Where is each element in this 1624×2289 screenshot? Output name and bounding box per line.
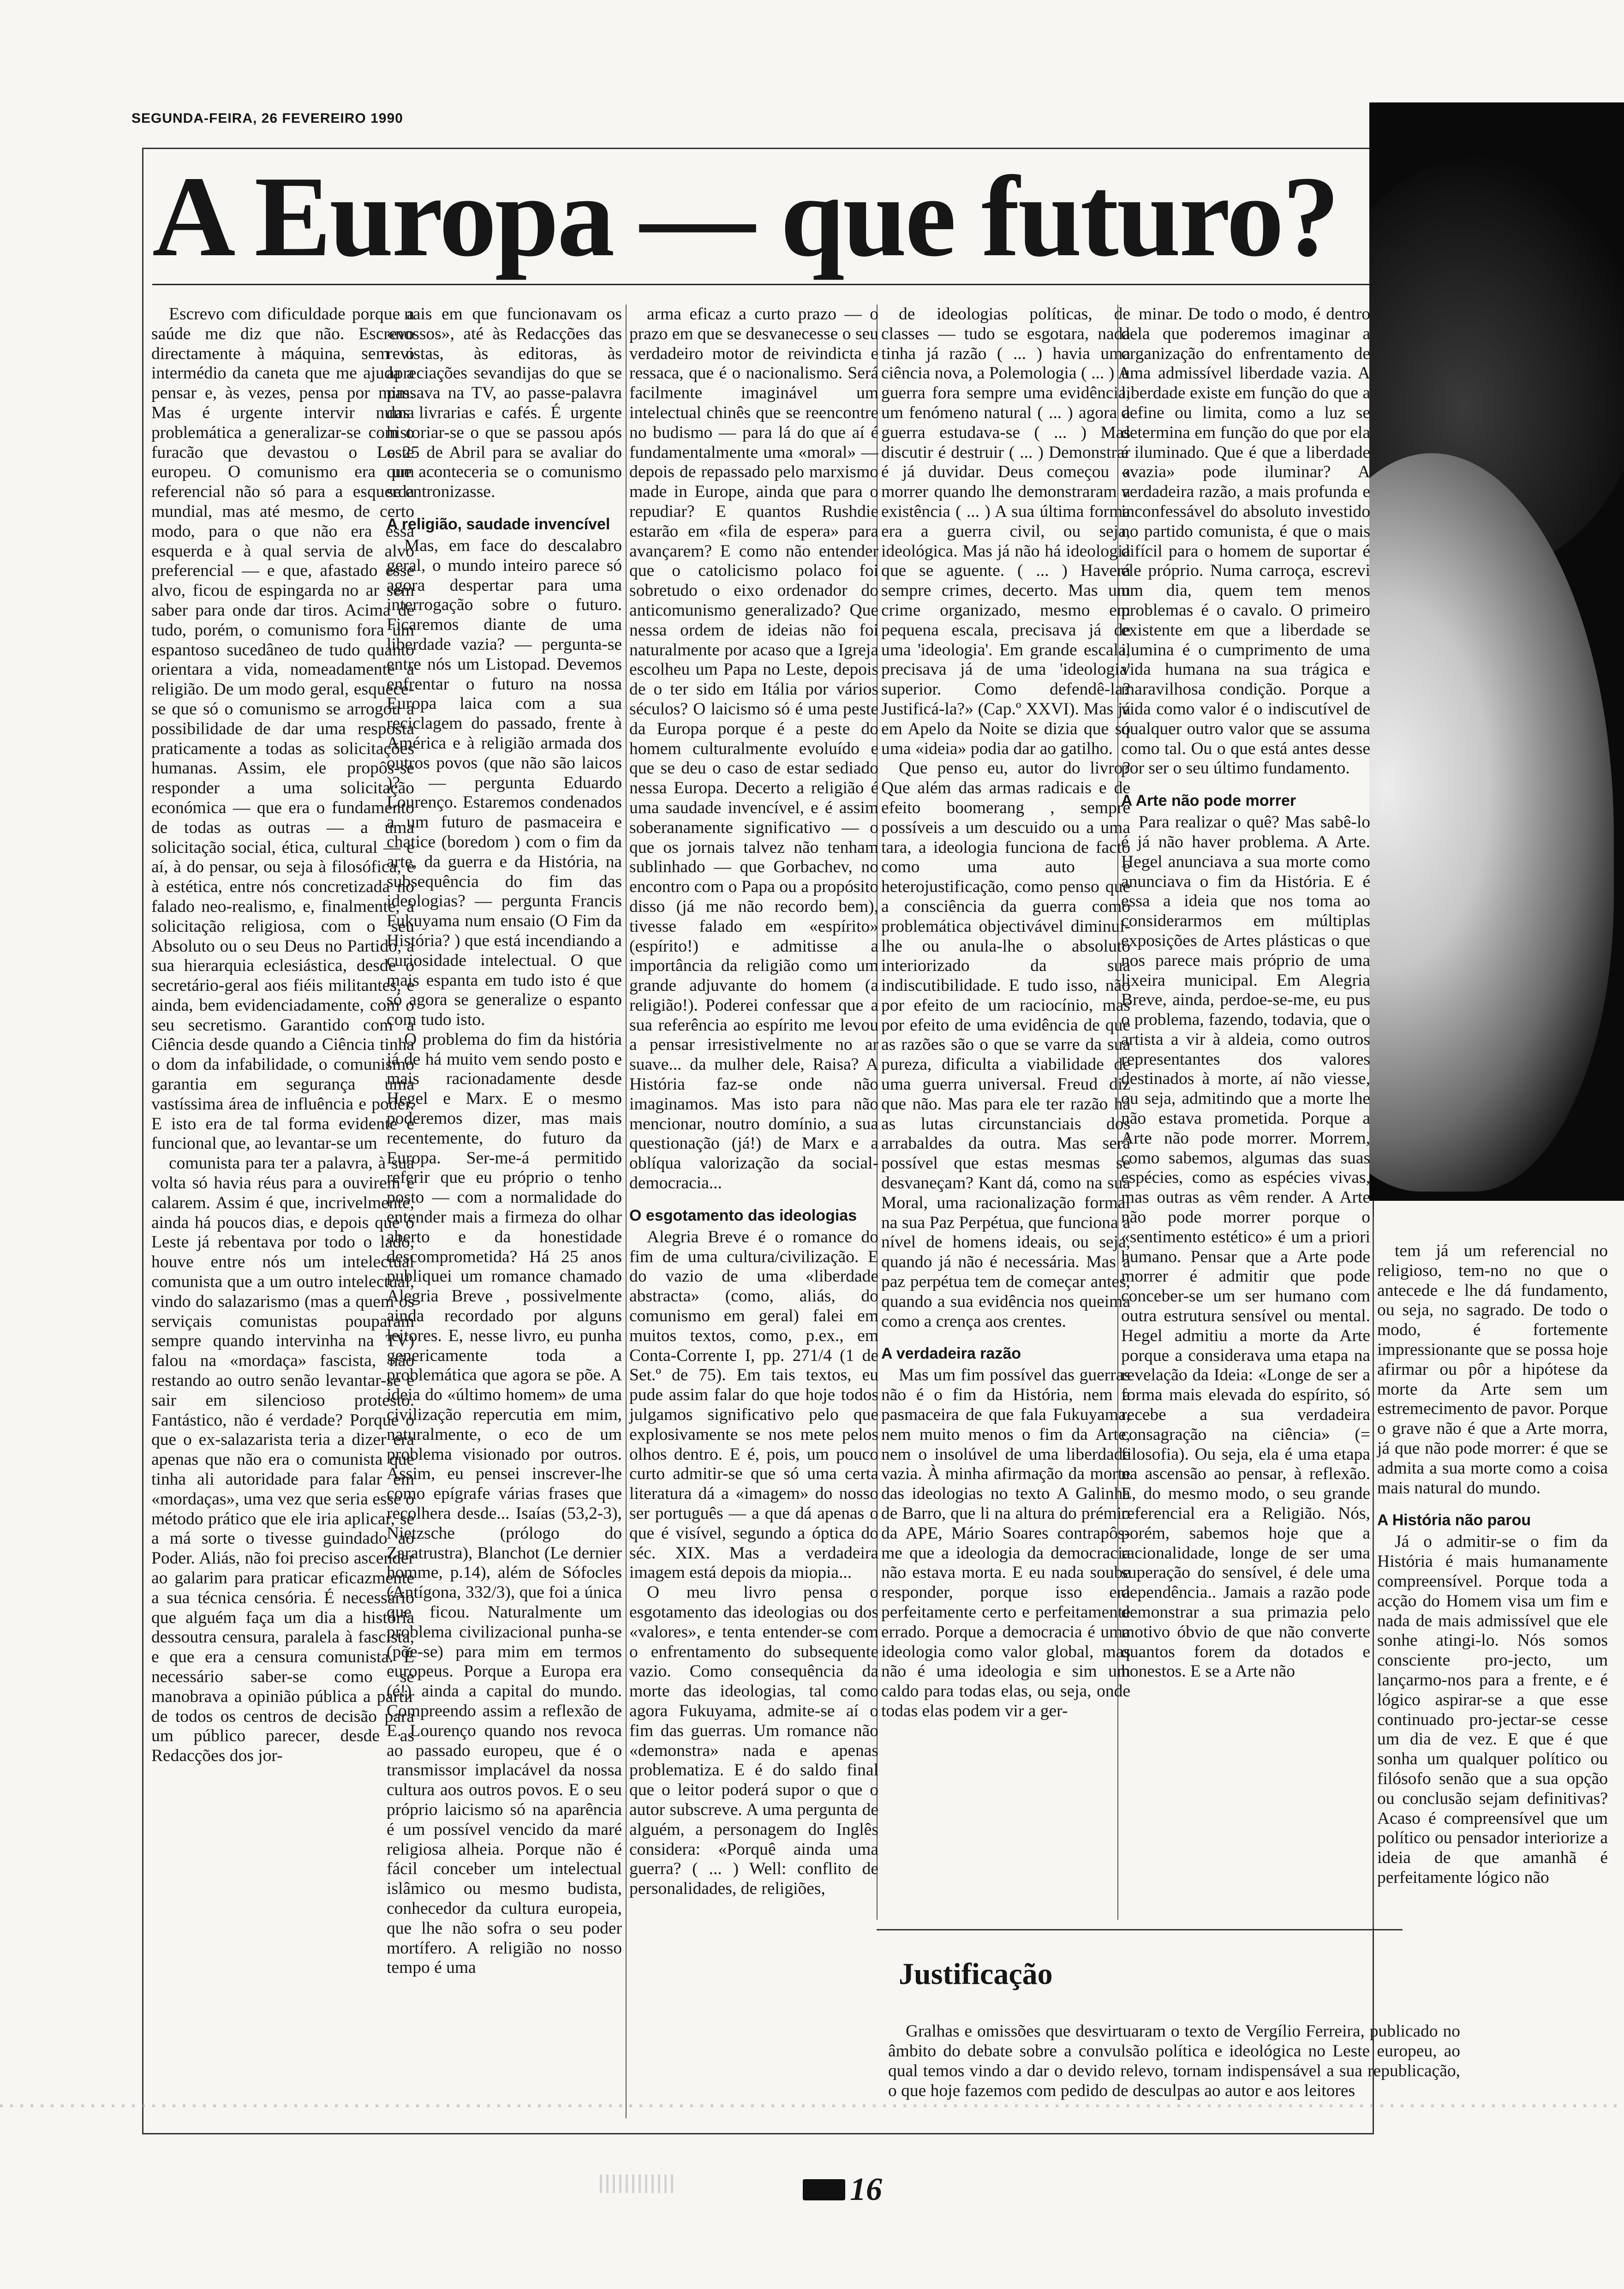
paragraph: O meu livro pensa o esgotamento das ideologias ou dos «valores», e tenta entender-se com o enfrentamento do subsequente vazio. Como consequência da morte das ideologias, tal como agora Fukuyama, admite-se aí o fim das guerras. Um romance não «demonstra» nada e apenas problematiza. E é do saldo final que o leitor poderá supor o que o autor subscreve. A uma pergunta de alguém, a personagem do Inglês considera: «Porquê ainda uma guerra? ( ... ) Well: conflito de personalidades, de religiões, xyxy=(629,1583,878,1899)
article-column-2 xyxy=(387,305,622,1978)
paragraph: de ideologias políticas, de classes — tudo se esgotara, nada tinha já razão ( ... ) havia uma ciência nova, a Polemologia ( ... ) A guerra fora sempre uma evidência, um fenómeno natural ( ... ) agora a guerra estudava-se ( ... ) Mas discutir é destruir ( ... ) Demonstrar é já duvidar. Deus começou a morrer quando lhe demonstraram a existência ( ... ) A sua última forma era a guerra civil, ou seja, ideológica. Mas já não há ideologia que se aguente. ( ... ) Haverá sempre crimes, decerto. Mas um crime organizado, mesmo em pequena escala, precisava já de uma 'ideologia'. Em grande escala, precisava já de uma 'ideologia' superior. Como defendê-la? Justificá-la?» (Cap.º XXVI). Mas já em Apelo da Noite se dizia que só uma «ideia» podia dar ao gatilho. xyxy=(881,305,1130,758)
column-divider xyxy=(1373,1216,1374,1927)
page-number: 16 xyxy=(850,2172,882,2207)
paragraph: Para realizar o quê? Mas sabê-lo é já não haver problema. A Arte. Hegel anunciava a sua morte como anunciava o fim da História. E é essa a ideia que nos toma ao considerarmos em múltiplas exposições de Artes plásticas o que nos parece mais próprio de uma lixeira municipal. Em Alegria Breve, ainda, perdoe-se-me, eu pus o problema, fazendo, todavia, que o artista a vir à aldeia, como outros representantes dos valores destinados à morte, aí não viesse, ou seja, admitindo que a morte lhe não estava prometida. Porque a Arte não pode morrer. Morrem, como sabemos, algumas das suas espécies, como as espécies vivas, mas outras as vêm render. A Arte não pode morrer porque o «sentimento estético» é um a priori humano. Pensar que a Arte pode morrer é admitir que pode conceber-se um ser humano com outra estrutura sensível ou mental. Hegel admitiu a morte da Arte porque a considerava uma etapa na revelação da Ideia: «Longe de ser a forma mais elevada do espírito, só recebe a sua verdadeira consagração na ciência» (= filosofia). Ou seja, ela é uma etapa na ascensão ao pensar, à reflexão. E, do mesmo modo, o seu grande referencial era a Religião. Nós, porém, sabemos hoje que a racionalidade, longe de ser uma superação do sensível, é dele uma dependência.. Jamais a razão pode demonstrar a sua primazia pelo motivo óbvio de que não converte quantos forem da dotados e honestos. E se a Arte não xyxy=(1121,813,1370,1681)
subheading: A História não parou xyxy=(1377,1511,1531,1529)
paragraph: tem já um referencial no religioso, tem-no no que o antecede e lhe dá fundamento, ou seja, no sagrado. De todo o modo, é fortemente impressionante que se possa hoje afirmar ou pôr a hipótese da morte da Arte sem um estremecimento de pavor. Porque o grave não é que a Arte morra, já que não pode morrer: é que se admita a sua morte como a coisa mais natural do mundo. xyxy=(1377,1241,1608,1498)
article-column-3 xyxy=(629,305,878,1899)
article-column-4 xyxy=(881,305,1130,1721)
footer-decoration xyxy=(600,2175,674,2193)
paragraph: O problema do fim da história já de há muito vem sendo posto e mais racionadamente desde Hegel e Marx. E o mesmo poderemos dizer, mas mais recentemente, do futuro da Europa. Ser-me-á permitido referir que eu próprio o tenho posto — com a normalidade do entender mais a firmeza do olhar aberto e da honestidade descomprometida? Há 25 anos publiquei um romance chamado Alegria Breve , possivelmente ainda recordado por alguns leitores. E, nesse livro, eu punha genericamente toda a problemática que agora se põe. A ideia do «último homem» de uma civilização repercutia em mim, naturalmente, o eco de um problema visionado por outros. Assim, eu pensei inscrever-lhe como epígrafe várias frases que recolhera desde... Isaías (53,2-3), Nietzsche (prólogo do Zaratrustra), Blanchot (Le dernier homme, p.14), além de Sófocles (Antígona, 332/3), que foi a única que ficou. Naturalmente um problema civilizacional punha-se (põe-se) para mim em termos europeus. Porque a Europa era (é!) ainda a capital do mundo. Compreendo assim a reflexão de E. Lourenço quando nos revoca ao passado europeu, que é o transmissor implacável da nossa cultura aos outros povos. E o seu próprio laicismo só na aparência é um possível vencido da maré religiosa alheia. Porque não é fácil conceber um intelectual islâmico ou mesmo budista, conhecedor da cultura europeia, que lhe não sofra o seu poder mortífero. A religião no nosso tempo é uma xyxy=(387,1030,622,1977)
subheading: A Arte não pode morrer xyxy=(1121,792,1296,810)
paragraph: Já o admitir-se o fim da História é mais humanamente compreensível. Porque toda a acção do Homem visa um fim e nada de mais admissível que ele sonhe atingi-lo. Nós somos consciente pro-jecto, um lançarmo-nos para a frente, e é lógico aspirar-se a que esse continuado pro-jectar-se cesse um dia de vez. E que é que sonha um qualquer político ou filósofo senão que a sua opção ou conclusão sejam definitivas? Acaso é compreensível que um político ou pensador interiorize a ideia de que amanhã é perfeitamente lógico não xyxy=(1377,1532,1608,1887)
article-column-1 xyxy=(151,305,414,1766)
paragraph: comunista para ter a palavra, à sua volta só havia réus para a ouvirem e calarem. Assim é que, incrivelmente, ainda há poucos dias, e depois que o Leste já rebentava por todo o lado, houve entre nós um intelectual comunista que a um outro intelectual, vindo do salazarismo (mas a quem os serviçais comunistas pouparam sempre quando intervinha na TV) falou na «mordaça» fascista, não restando ao outro senão levantar-se e sair em silencioso protesto. Fantástico, não é verdade? Porque o que o ex-salazarista teria a dizer era apenas que não era o comunista que tinha ali autoridade para falar em «mordaças», uma vez que seria esse o método prático que ele iria aplicar, se a má sorte o tivesse guindado ao Poder. Aliás, não foi preciso ascender ao galarim para praticar eficazmente a sua técnica censória. É necessário que alguém faça um dia a história dessoutra censura, paralela à fascista, e que era a censura comunista. É necessário saber-se como se manobrava a opinião pública a partir de todos os centros de decisão para um público parecer, desde as Redacções dos jor- xyxy=(151,1154,414,1766)
page-edge-dots xyxy=(0,2104,1624,2107)
subheading: O esgotamento das ideologias xyxy=(629,1206,857,1224)
newspaper-logo-icon xyxy=(803,2179,845,2200)
paragraph: Que penso eu, autor do livro? Que além das armas radicais e de efeito boomerang , sempre possíveis a um descuido ou a uma tara, a ideologia funciona de facto como uma auto e heterojustificação, como penso que a consciência da guerra como problemática objectivável diminui-lhe ou anula-lhe o absoluto interiorizado da sua indiscutibilidade. E tudo isso, não por efeito de um raciocínio, mas por efeito de uma evidência de que as razões são o que se varre da sua pureza, dificulta a viabilidade de uma guerra universal. Freud diz que não. Mas para ele ter razão há as lutas circunstanciais dos arrabaldes da outra. Mas será possível que estas mesmas se desvaneçam? Kant dá, como na sua Moral, uma racionalização formal na sua Paz Perpétua, que funciona a nível de homens ideais, ou seja, quando já não é necessária. Mas a paz perpétua tem de começar antes, quando a sua evidência nos queima como a crença aos crentes. xyxy=(881,759,1130,1331)
author-photo xyxy=(1369,102,1624,1201)
paragraph: Escrevo com dificuldade porque a saúde me diz que não. Escrevo directamente à máquina, sem o intermédio da caneta que me ajuda a pensar e, às vezes, pensa por mim. Mas é urgente intervir numa problemática a generalizar-se com o furacão que devastou o Leste europeu. O comunismo era um referencial não só para a esquerda mundial, mas até mesmo, de certo modo, para o que não era essa esquerda e à qual servia de alvo preferencial — e que, afastado esse alvo, ficou de espingarda no ar sem saber para onde dar tiros. Acima de tudo, porém, o comunismo fora um espantoso sucedâneo de tudo quanto orientara a vida, nomeadamente a religião. De um modo geral, esquece-se que só o comunismo se arrogou a possibilidade de dar uma resposta praticamente a todas as solicitações humanas. Assim, ele propôs-se responder a uma solicitação económica — que era o fundamento de todas as outras — a uma solicitação social, ética, cultural — e aí, à do pensar, ou seja à filosófica, e à estética, entre nós concretizada no falado neo-realismo, e, finalmente, à solicitação religiosa, com o seu Absoluto ou o seu Deus no Partido, a sua hierarquia eclesiástica, desde o secretário-geral aos fiéis militantes, e ainda, bem evidenciadamente, com o seu secretismo. Garantido com a Ciência desde quando a Ciência tinha o dom da infabilidade, o comunismo garantia em segurança uma vastíssima área de influência e poder. E isto era de tal forma evidente e funcional que, ao levantar-se um xyxy=(151,305,414,1153)
headline: A Europa — que futuro? xyxy=(152,153,1338,281)
article-column-5 xyxy=(1121,305,1370,1682)
headline-rule xyxy=(152,284,1370,285)
paragraph: Mas um fim possível das guerras não é o fim da História, nem a pasmaceira de que fala Fukuyama, nem muito menos o fim da Arte, nem o insolúvel de uma liberdade vazia. À minha afirmação da morte das ideologias no texto A Galinha de Barro, que li na altura do prémio da APE, Mário Soares contrapôs-me que a ideologia da democracia não estava morta. E eu nada soube responder, porque isso era perfeitamente certo e perfeitamente errado. Porque a democracia é uma ideologia como valor global, mas não é uma ideologia e sim um caldo para todas elas, ou seja, onde todas elas podem vir a ger- xyxy=(881,1366,1130,1720)
justification-title: Justificação xyxy=(899,1957,1053,1991)
subheading: A religião, saudade invencível xyxy=(387,515,610,533)
subheading: A verdadeira razão xyxy=(881,1345,1021,1363)
photo-face xyxy=(1369,453,1614,1192)
paragraph: arma eficaz a curto prazo — o prazo em que se desvanecesse o seu verdadeiro motor de reivindicta e ressaca, que é o nacionalismo. Será facilmente imaginável um intelectual chinês que se reencontre no budismo — para lá do que aí é fundamentalmente uma «moral» — depois de repassado pelo marxismo made in Europe, ainda que para o repudiar? E quantos Rushdie estarão em «fila de espera» para avançarem? E como não entender que o catolicismo polaco foi sobretudo o eixo ordenador do anticomunismo generalizado? Que nessa ordem de ideias não foi naturalmente por acaso que a Igreja escolheu um Papa no Leste, depois de o ter sido em Itália por vários séculos? O laicismo só é uma peste da Europa porque é a peste do homem culturalmente evoluído e que se deu o caso de estar sediado nessa Europa. Decerto a religião é uma saudade invencível, e é assim soberanamente significativo — o que os jornais talvez não tenham sublinhado — que Gorbachev, no encontro com o Papa ou a propósito disso (já me não recordo bem), tivesse falado em «espírito» (espírito!) e admitisse a importância da religião como um grande adjuvante do homem (a religião!). Poderei confessar que a sua referência ao espírito me levou a pensar irresistivelmente no ar suave... da mulher dele, Raisa? A História faz-se onde não imaginamos. Mas isto para não mencionar, noutro domínio, a sua questionação (já!) de Marx e a oblíqua valorização da social-democracia... xyxy=(629,305,878,1193)
paragraph: Mas, em face do descalabro geral, o mundo inteiro parece só agora despertar para uma interrogação sobre o futuro. Ficaremos diante de uma liberdade vazia? — pergunta-se entre nós um Listopad. Devemos enfrentar o futuro na nossa Europa laica com a sua reciclagem do passado, frente à América e à religião armada dos outros povos (que não são laicos )? — pergunta Eduardo Lourenço. Estaremos condenados a um futuro de pasmaceira e chatice (boredom ) com o fim da arte, da guerra e da História, na subsequência do fim das ideologias? — pergunta Francis Fukuyama num ensaio (O Fim da História? ) que está incendiando a curiosidade intelectual. O que mais espanta em tudo isto é que só agora se generalize o espanto com tudo isto. xyxy=(387,536,622,1030)
column-divider xyxy=(626,305,627,2118)
paragraph: minar. De todo o modo, é dentro dela que poderemos imaginar a organização do enfrentamento de uma admissível liberdade vazia. A liberdade existe em função do que a define ou limita, como a luz se determina em função do que por ela é iluminado. Que é que a liberdade «vazia» pode iluminar? A verdadeira razão, a mais profunda e inconfessável do absoluto investido no partido comunista, é que o mais difícil para o homem de suportar é ele próprio. Numa carroça, escrevi um dia, quem tem menos problemas é o cavalo. O primeiro existente em que a liberdade se ilumina é o cumprimento de uma vida humana na sua trágica e maravilhosa condição. Porque a vida como valor é o indiscutível de qualquer outro valor que se assuma como tal. Ou o que está antes desse por ser o seu último fundamento. xyxy=(1121,305,1370,778)
justification-rule xyxy=(877,1929,1403,1930)
justification-text: Gralhas e omissões que desvirtuaram o texto de Vergílio Ferreira, publicado no âmbito do debate sobre a convulsão política e ideológica no Leste europeu, ao qual temos vindo a dar o devido relevo, tornam indispensável a sua republicação, o que hoje fazemos com pedido de desculpas ao autor e aos leitores xyxy=(888,2022,1460,2100)
paragraph: Alegria Breve é o romance do fim de uma cultura/civilização. E do vazio de uma «liberdade abstracta» (como, aliás, do comunismo em geral) falei em muitos textos, como, p.ex., em Conta-Corrente I, pp. 271/4 (1 de Set.º de 75). Em tais textos, eu pude assim falar do que hoje todos julgamos significativo pelo que explosivamente se nos mete pelos olhos dentro. E é, pois, um pouco curto admitir-se que só uma certa literatura dá a «imagem» do nosso ser português — a que dá apenas o que é visível, segundo a óptica do séc. XIX. Mas a verdadeira imagem está depois da miopia... xyxy=(629,1227,878,1582)
article-column-6 xyxy=(1377,1241,1608,1888)
dateline: SEGUNDA-FEIRA, 26 FEVEREIRO 1990 xyxy=(131,111,403,126)
paragraph: nais em que funcionavam os «nossos», até às Redacções das revistas, às editoras, às apreciações sevandijas do que se passava na TV, ao passe-palavra das livrarias e cafés. É urgente historiar-se o que se passou após o 25 de Abril para se avaliar do que aconteceria se o comunismo se entronizasse. xyxy=(387,305,622,502)
